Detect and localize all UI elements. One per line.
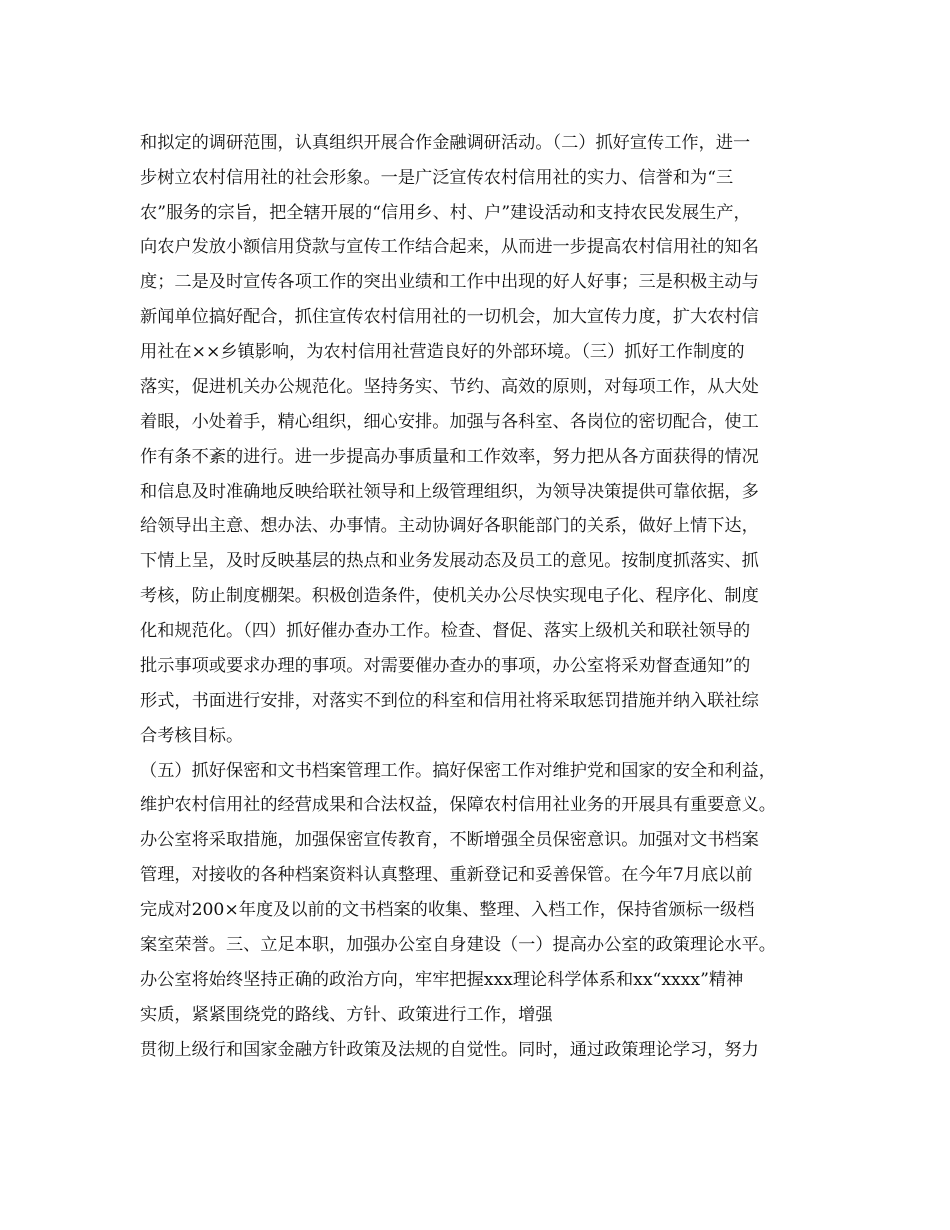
body-text-line: 步树立农村信用社的社会形象。一是广泛宣传农村信用社的实力、信誉和为“三 — [140, 168, 734, 188]
body-text-line: 办公室将始终坚持正确的政治方向，牢牢把握xxx理论科学体系和xx“xxxx”精神 — [140, 970, 744, 990]
body-text-line: 农”服务的宗旨，把全辖开展的“信用乡、村、户”建设活动和支持农民发展生产， — [140, 203, 751, 223]
body-text-line: 维护农村信用社的经营成果和合法权益，保障农村信用社业务的开展具有重要意义。 — [140, 795, 776, 815]
body-text-line: 管理，对接收的各种档案资料认真整理、重新登记和妥善保管。在今年7月底以前 — [140, 865, 753, 885]
body-text-line: 和信息及时准确地反映给联社领导和上级管理组织，为领导决策提供可靠依据，多 — [140, 482, 759, 502]
body-text-line: 给领导出主意、想办法、办事情。主动协调好各职能部门的关系，做好上情下达， — [140, 516, 759, 536]
body-text-line: 实质，紧紧围绕党的路线、方针、政策进行工作，增强 — [140, 1005, 553, 1025]
body-text-line: 向农户发放小额信用贷款与宣传工作结合起来，从而进一步提高农村信用社的知名 — [140, 237, 759, 257]
body-text-line: 合考核目标。 — [140, 726, 244, 746]
body-text-line: 考核，防止制度棚架。积极创造条件，使机关办公尽快实现电子化、程序化、制度 — [140, 586, 759, 606]
body-text-line: 贯彻上级行和国家金融方针政策及法规的自觉性。同时，通过政策理论学习，努力 — [140, 1040, 759, 1060]
body-text-line: 化和规范化。（四）抓好催办查办工作。检查、督促、落实上级机关和联社领导的 — [140, 621, 751, 641]
body-text-line: 案室荣誉。三、立足本职，加强办公室自身建设（一）提高办公室的政策理论水平。 — [140, 935, 776, 955]
body-text-line: 着眼，小处着手，精心组织，细心安排。加强与各科室、各岗位的密切配合，使工 — [140, 412, 759, 432]
body-text-line: 形式，书面进行安排，对落实不到位的科室和信用社将采取惩罚措施并纳入联社综 — [140, 691, 759, 711]
body-text-line: 用社在××乡镇影响，为农村信用社营造良好的外部环境。（三）抓好工作制度的 — [140, 342, 745, 362]
body-text-line: 下情上呈，及时反映基层的热点和业务发展动态及员工的意见。按制度抓落实、抓 — [140, 551, 759, 571]
body-text-line: 作有条不紊的进行。进一步提高办事质量和工作效率，努力把从各方面获得的情况 — [140, 447, 759, 467]
body-text-line: 度；二是及时宣传各项工作的突出业绩和工作中出现的好人好事；三是积极主动与 — [140, 272, 759, 292]
body-text-line: 落实，促进机关办公规范化。坚持务实、节约、高效的原则，对每项工作，从大处 — [140, 377, 759, 397]
body-text-line: 办公室将采取措施，加强保密宣传教育，不断增强全员保密意识。加强对文书档案 — [140, 830, 759, 850]
body-text-line: 完成对200×年度及以前的文书档案的收集、整理、入档工作，保持省颁标一级档 — [140, 900, 755, 920]
body-text-line: 批示事项或要求办理的事项。对需要催办查办的事项，办公室将采劝督查通知”的 — [140, 656, 751, 676]
body-text-line: （五）抓好保密和文书档案管理工作。搞好保密工作对维护党和国家的安全和利益， — [140, 761, 776, 781]
body-text-line: 新闻单位搞好配合，抓住宣传农村信用社的一切机会，加大宣传力度，扩大农村信 — [140, 307, 759, 327]
body-text-line: 和拟定的调研范围，认真组织开展合作金融调研活动。（二）抓好宣传工作，进一 — [140, 133, 751, 153]
